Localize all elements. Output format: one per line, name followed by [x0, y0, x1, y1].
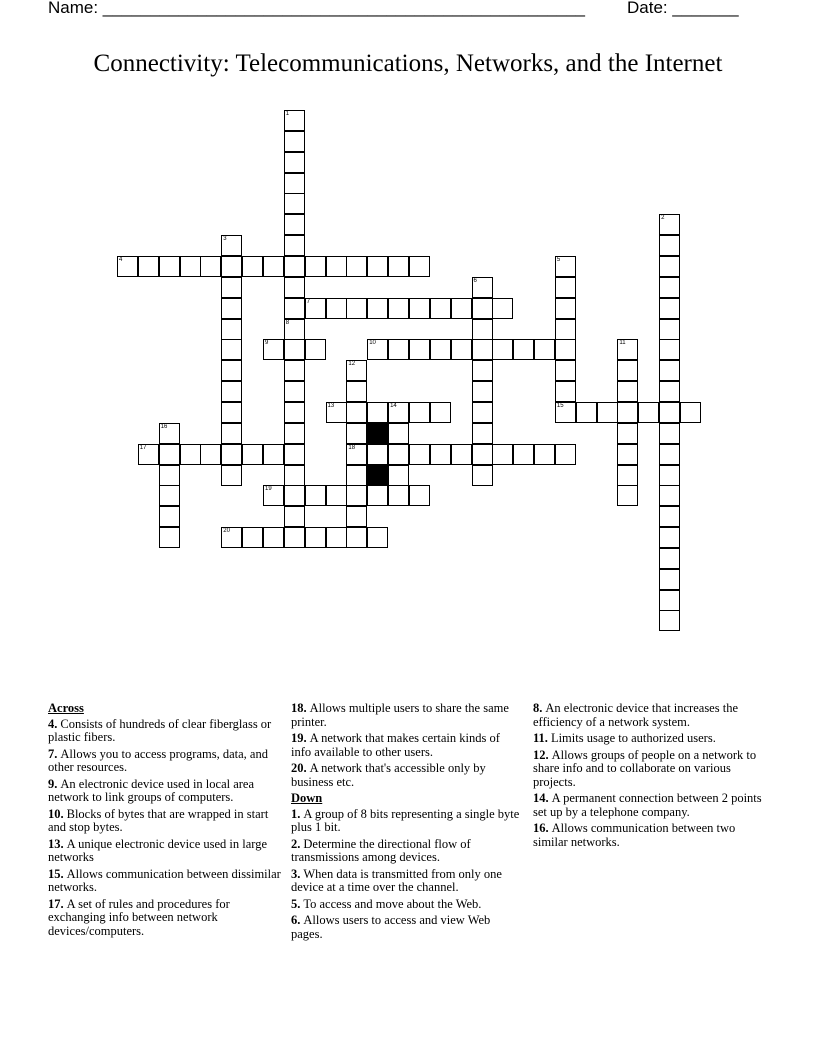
grid-cell[interactable]	[409, 339, 430, 360]
grid-cell[interactable]	[513, 339, 534, 360]
grid-cell[interactable]	[346, 360, 367, 381]
clue-number: 8.	[533, 701, 543, 715]
grid-cell[interactable]	[284, 465, 305, 486]
clue-text: A network that makes certain kinds of info available to other users.	[291, 731, 500, 759]
grid-cell[interactable]	[659, 256, 680, 277]
grid-cell[interactable]	[409, 485, 430, 506]
grid-cell[interactable]	[409, 256, 430, 277]
clue-text: Allows communication between two similar networks.	[533, 821, 736, 849]
clue-down-14	[533, 792, 768, 819]
grid-cell[interactable]	[221, 423, 242, 444]
cell-number: 7	[306, 298, 310, 305]
grid-cell[interactable]	[159, 506, 180, 527]
grid-cell[interactable]	[472, 277, 493, 298]
grid-cell[interactable]	[555, 319, 576, 340]
cell-number: 19	[265, 486, 272, 493]
clue-number: 15.	[48, 866, 64, 881]
cell-number: 17	[139, 444, 147, 451]
grid-cell[interactable]	[180, 444, 201, 465]
grid-cell[interactable]	[388, 423, 409, 444]
clue-number: 13.	[48, 836, 64, 851]
grid-cell[interactable]	[200, 256, 221, 277]
cell-number: 12	[348, 361, 356, 368]
grid-cell[interactable]	[326, 402, 347, 423]
grid-cell[interactable]	[659, 569, 680, 590]
clue-text: Allows you to access programs, data, and other resources.	[48, 746, 268, 774]
grid-cell[interactable]	[659, 381, 680, 402]
clue-across-4	[48, 718, 284, 745]
grid-cell[interactable]	[409, 444, 430, 465]
cell-number: 4	[119, 257, 123, 263]
cell-number: 15	[556, 402, 564, 409]
grid-cell[interactable]	[388, 465, 409, 486]
clue-across-9	[48, 778, 284, 805]
clue-number: 14.	[533, 791, 549, 805]
clue-text: Determine the directional flow of transmissions among devices.	[291, 836, 471, 864]
grid-cell[interactable]	[430, 298, 451, 319]
grid-cell[interactable]	[367, 339, 388, 360]
clue-text: When data is transmitted from only one device at a time over the channel.	[291, 866, 502, 894]
grid-cell[interactable]	[492, 444, 513, 465]
grid-cell[interactable]	[284, 214, 305, 235]
grid-cell[interactable]	[326, 298, 347, 319]
clue-number: 20.	[291, 761, 307, 775]
clue-text: A group of 8 bits representing a single byte plus 1 bit.	[291, 806, 520, 834]
grid-cell[interactable]	[534, 444, 555, 465]
grid-cell[interactable]	[680, 402, 701, 423]
grid-cell[interactable]	[659, 465, 680, 486]
grid-cell[interactable]	[305, 339, 326, 360]
clue-number: 3.	[291, 866, 301, 881]
grid-cell[interactable]	[263, 444, 284, 465]
grid-cell[interactable]	[659, 610, 680, 631]
grid-cell[interactable]	[472, 465, 493, 486]
clue-number: 5.	[291, 896, 301, 911]
grid-cell[interactable]	[659, 444, 680, 465]
cell-number: 18	[348, 444, 356, 451]
grid-cell[interactable]	[617, 465, 638, 486]
grid-cell[interactable]	[555, 402, 576, 423]
grid-cell[interactable]	[284, 277, 305, 298]
grid-cell[interactable]	[617, 402, 638, 423]
grid-cell[interactable]	[221, 298, 242, 319]
clue-down-3	[291, 868, 523, 895]
clue-text: A permanent connection between 2 points set up by a telephone company.	[533, 791, 762, 819]
grid-cell[interactable]	[472, 360, 493, 381]
grid-cell[interactable]	[346, 527, 367, 548]
grid-cell[interactable]	[659, 298, 680, 319]
grid-cell[interactable]	[388, 402, 409, 423]
grid-cell[interactable]	[659, 485, 680, 506]
grid-cell[interactable]	[617, 485, 638, 506]
clue-across-18	[291, 702, 523, 729]
grid-cell[interactable]	[659, 402, 680, 423]
grid-cell[interactable]	[451, 444, 472, 465]
clue-text: A set of rules and procedures for exchanging info between network devices/computers.	[48, 896, 230, 938]
cell-number: 16	[160, 423, 168, 430]
grid-cell[interactable]	[472, 423, 493, 444]
clue-across-13	[48, 838, 284, 865]
grid-cell[interactable]	[305, 485, 326, 506]
cell-number: 6	[473, 277, 477, 284]
grid-cell[interactable]	[367, 298, 388, 319]
grid-cell[interactable]	[617, 360, 638, 381]
clue-number: 11.	[533, 731, 548, 745]
grid-cell[interactable]	[305, 527, 326, 548]
grid-cell[interactable]	[159, 444, 180, 465]
clue-text: Allows users to access and view Web pages.	[291, 913, 491, 941]
clue-number: 18.	[291, 701, 307, 715]
grid-cell[interactable]	[284, 193, 305, 214]
clue-across-15	[48, 868, 284, 895]
grid-cell[interactable]	[221, 277, 242, 298]
clue-text: To access and move about the Web.	[303, 896, 482, 911]
clue-down-12	[533, 749, 768, 790]
cell-number: 14	[390, 402, 397, 409]
grid-cell[interactable]	[555, 277, 576, 298]
clue-down-11	[533, 732, 768, 746]
cell-number: 5	[556, 257, 561, 263]
grid-cell[interactable]	[284, 152, 305, 173]
grid-cell[interactable]	[659, 339, 680, 360]
down-heading: Down	[291, 791, 323, 805]
cell-number: 13	[327, 402, 335, 409]
grid-cell[interactable]	[346, 381, 367, 402]
clue-number: 1.	[291, 806, 301, 821]
grid-cell[interactable]	[284, 131, 305, 152]
grid-cell[interactable]	[451, 298, 472, 319]
clue-text: Consists of hundreds of clear fiberglass or plastic fibers.	[48, 716, 272, 744]
grid-cell[interactable]	[284, 402, 305, 423]
grid-cell[interactable]	[221, 465, 242, 486]
grid-cell[interactable]	[346, 423, 367, 444]
grid-cell[interactable]	[388, 256, 409, 277]
grid-cell[interactable]	[242, 444, 263, 465]
clue-number: 16.	[533, 821, 549, 835]
grid-cell[interactable]	[138, 256, 159, 277]
grid-cell[interactable]	[430, 444, 451, 465]
grid-cell[interactable]	[367, 444, 388, 465]
grid-cell[interactable]	[326, 527, 347, 548]
clue-number: 9.	[48, 776, 58, 791]
grid-cell[interactable]	[242, 527, 263, 548]
grid-cell[interactable]	[388, 485, 409, 506]
grid-cell[interactable]	[159, 485, 180, 506]
grid-cell[interactable]	[367, 402, 388, 423]
grid-cell[interactable]	[346, 298, 367, 319]
clue-across-10	[48, 808, 284, 835]
grid-cell[interactable]	[346, 465, 367, 486]
grid-cell[interactable]	[159, 465, 180, 486]
grid-cell[interactable]	[617, 423, 638, 444]
grid-cell[interactable]	[513, 444, 534, 465]
grid-cell[interactable]	[659, 235, 680, 256]
cell-number: 20	[223, 528, 230, 534]
grid-cell[interactable]	[555, 381, 576, 402]
grid-cell[interactable]	[284, 360, 305, 381]
grid-cell[interactable]	[597, 402, 618, 423]
grid-cell[interactable]	[221, 527, 242, 548]
grid-cell[interactable]	[221, 381, 242, 402]
cell-number: 2	[661, 215, 665, 222]
grid-cell[interactable]	[346, 444, 367, 465]
grid-cell[interactable]	[617, 381, 638, 402]
grid-cell[interactable]	[617, 339, 638, 360]
grid-cell[interactable]	[305, 298, 326, 319]
cell-number: 8	[285, 319, 290, 326]
grid-cell[interactable]	[346, 402, 367, 423]
cell-number: 11	[619, 340, 626, 347]
date-field[interactable]: Date: _______	[627, 0, 739, 17]
grid-cell[interactable]	[430, 402, 451, 423]
clue-down-16	[533, 822, 768, 849]
grid-cell[interactable]	[284, 298, 305, 319]
grid-cell[interactable]	[284, 110, 305, 131]
grid-cell[interactable]	[346, 256, 367, 277]
grid-cell[interactable]	[284, 235, 305, 256]
grid-cell[interactable]	[159, 256, 180, 277]
grid-cell[interactable]	[472, 444, 493, 465]
clue-number: 7.	[48, 746, 58, 761]
clue-across-7	[48, 748, 284, 775]
grid-cell[interactable]	[200, 444, 221, 465]
grid-cell[interactable]	[659, 506, 680, 527]
grid-cell[interactable]	[388, 444, 409, 465]
grid-cell[interactable]	[472, 319, 493, 340]
grid-cell[interactable]	[305, 256, 326, 277]
grid-cell[interactable]	[326, 256, 347, 277]
grid-cell[interactable]	[263, 527, 284, 548]
clue-text: A unique electronic device used in large networks	[48, 836, 268, 864]
grid-cell[interactable]	[180, 256, 201, 277]
grid-cell[interactable]	[659, 548, 680, 569]
clues-column-1	[48, 702, 284, 941]
name-field[interactable]: Name: ___________________________________________________	[48, 0, 585, 17]
clue-down-8	[533, 702, 768, 729]
clue-across-19	[291, 732, 523, 759]
grid-cell[interactable]	[659, 277, 680, 298]
grid-cell[interactable]	[555, 444, 576, 465]
grid-cell[interactable]	[659, 590, 680, 611]
grid-cell[interactable]	[534, 339, 555, 360]
grid-cell[interactable]	[492, 339, 513, 360]
grid-cell[interactable]	[576, 402, 597, 423]
clue-number: 4.	[48, 716, 58, 731]
grid-cell[interactable]	[388, 339, 409, 360]
grid-cell[interactable]	[555, 360, 576, 381]
grid-cell[interactable]	[472, 381, 493, 402]
clue-number: 12.	[533, 747, 549, 762]
clue-text: Limits usage to authorized users.	[550, 731, 716, 745]
grid-cell[interactable]	[409, 298, 430, 319]
grid-cell[interactable]	[263, 485, 284, 506]
black-cell	[367, 465, 388, 486]
grid-cell[interactable]	[263, 256, 284, 277]
cell-number: 10	[369, 340, 376, 347]
grid-cell[interactable]	[346, 506, 367, 527]
grid-cell[interactable]	[284, 444, 305, 465]
clue-across-20	[291, 762, 523, 789]
across-heading: Across	[48, 701, 84, 715]
grid-cell[interactable]	[221, 235, 242, 256]
grid-cell[interactable]	[472, 339, 493, 360]
grid-cell[interactable]	[430, 339, 451, 360]
clue-number: 17.	[48, 896, 64, 911]
grid-cell[interactable]	[659, 527, 680, 548]
grid-cell[interactable]	[138, 444, 159, 465]
grid-cell[interactable]	[221, 339, 242, 360]
clue-number: 2.	[291, 836, 301, 851]
grid-cell[interactable]	[617, 444, 638, 465]
grid-cell[interactable]	[638, 402, 659, 423]
page-title: Connectivity: Telecommunications, Networks, and the Internet	[93, 50, 723, 77]
cell-number: 9	[265, 340, 269, 347]
grid-cell[interactable]	[284, 256, 305, 277]
grid-cell[interactable]	[555, 298, 576, 319]
clue-text: Allows multiple users to share the same printer.	[291, 701, 509, 729]
grid-cell[interactable]	[284, 339, 305, 360]
grid-cell[interactable]	[472, 402, 493, 423]
grid-cell[interactable]	[492, 298, 513, 319]
grid-cell[interactable]	[284, 173, 305, 194]
clue-down-1	[291, 808, 523, 835]
clues-column-3	[533, 702, 768, 852]
grid-cell[interactable]	[117, 256, 138, 277]
clue-across-17	[48, 898, 284, 939]
grid-cell[interactable]	[221, 360, 242, 381]
black-cell	[367, 423, 388, 444]
grid-cell[interactable]	[472, 298, 493, 319]
grid-cell[interactable]	[555, 256, 576, 277]
grid-cell[interactable]	[659, 360, 680, 381]
grid-cell[interactable]	[263, 339, 284, 360]
clue-down-6	[291, 914, 523, 941]
grid-cell[interactable]	[284, 319, 305, 340]
clue-text: An electronic device used in local area network to link groups of computers.	[48, 776, 255, 804]
grid-cell[interactable]	[326, 485, 347, 506]
clue-down-2	[291, 838, 523, 865]
clue-text: An electronic device that increases the efficiency of a network system.	[533, 701, 738, 729]
grid-cell[interactable]	[367, 256, 388, 277]
grid-cell[interactable]	[221, 256, 242, 277]
grid-cell[interactable]	[159, 423, 180, 444]
grid-cell[interactable]	[388, 298, 409, 319]
clue-text: Allows groups of people on a network to share info and to collaborate on various projects.	[533, 747, 757, 789]
grid-cell[interactable]	[284, 527, 305, 548]
grid-cell[interactable]	[242, 256, 263, 277]
grid-cell[interactable]	[555, 339, 576, 360]
grid-cell[interactable]	[367, 527, 388, 548]
grid-cell[interactable]	[221, 444, 242, 465]
grid-cell[interactable]	[659, 214, 680, 235]
grid-cell[interactable]	[346, 485, 367, 506]
grid-cell[interactable]	[221, 319, 242, 340]
grid-cell[interactable]	[284, 423, 305, 444]
clue-text: Allows communication between dissimilar networks.	[48, 866, 281, 894]
cell-number: 1	[285, 111, 290, 117]
clue-text: Blocks of bytes that are wrapped in start and stop bytes.	[48, 806, 269, 834]
grid-cell[interactable]	[451, 339, 472, 360]
grid-cell[interactable]	[284, 506, 305, 527]
clue-number: 19.	[291, 731, 307, 745]
grid-cell[interactable]	[659, 319, 680, 340]
grid-cell[interactable]	[159, 527, 180, 548]
clue-number: 10.	[48, 806, 64, 821]
grid-cell[interactable]	[409, 402, 430, 423]
clues-column-2	[291, 702, 523, 944]
grid-cell[interactable]	[221, 402, 242, 423]
clue-down-5	[291, 898, 523, 912]
grid-cell[interactable]	[659, 423, 680, 444]
cell-number: 3	[223, 236, 227, 243]
grid-cell[interactable]	[284, 485, 305, 506]
clue-text: A network that's accessible only by business etc.	[291, 761, 486, 789]
grid-cell[interactable]	[284, 381, 305, 402]
grid-cell[interactable]	[367, 485, 388, 506]
clue-number: 6.	[291, 913, 301, 927]
